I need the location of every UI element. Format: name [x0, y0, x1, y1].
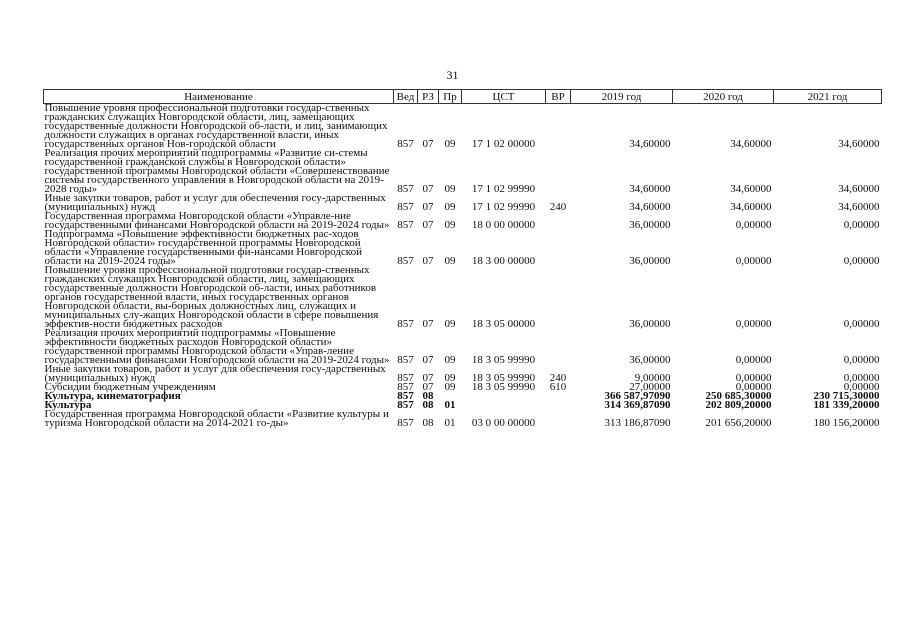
cell-2020: 0,00000 — [735, 219, 772, 231]
cell-name: Культура — [44, 399, 92, 411]
cell-pr: 09 — [444, 201, 456, 213]
cell-vr — [546, 392, 571, 401]
cell-vr — [546, 212, 571, 230]
cell-cst: 18 3 05 00000 — [471, 318, 536, 330]
cell-name: Государственная программа Новгородской области «Управле-ние государственными финансами Новгородской области на 2019-2024 годы» — [44, 210, 390, 231]
cell-2021: 34,60000 — [838, 138, 880, 150]
cell-name: Государственная программа Новгородской области «Развитие культуры и туризма Новгородской области на 2014-2021 го-ды» — [44, 408, 389, 429]
cell-2021: 0,00000 — [843, 318, 880, 330]
cell-ved: 857 — [397, 201, 414, 213]
cell-ved: 857 — [397, 354, 414, 366]
cell-2020: 202 809,20000 — [705, 399, 772, 411]
cell-2021: 34,60000 — [838, 183, 880, 195]
table-row — [44, 329, 882, 365]
cell-rz: 07 — [422, 372, 434, 384]
cell-rz: 07 — [422, 381, 434, 393]
cell-2020: 250 685,30000 — [705, 390, 772, 402]
cell-ved: 857 — [397, 399, 414, 411]
cell-cst: 18 0 00 00000 — [471, 219, 536, 231]
cell-vr — [546, 266, 571, 329]
cell-2019: 36,00000 — [629, 318, 671, 330]
cell-name: Реализация прочих мероприятий подпрограммы «Развитие си-стемы государственной гражданской службы в Новгородской области» государственной программы Новгородской области «Совершенствование системы государственного управления в Новгородской области на 2019-2028 годы» — [44, 147, 390, 195]
cell-2019: 34,60000 — [629, 138, 671, 150]
cell-2019: 9,00000 — [634, 372, 671, 384]
cell-2019: 34,60000 — [629, 183, 671, 195]
cell-rz: 08 — [422, 399, 434, 411]
cell-2020: 34,60000 — [730, 201, 772, 213]
budget-table — [43, 89, 882, 428]
cell-rz: 07 — [422, 255, 434, 267]
cell-rz: 08 — [422, 417, 434, 429]
table-row — [44, 104, 882, 150]
header-ved: Вед — [394, 90, 418, 104]
cell-name: Иные закупки товаров, работ и услуг для обеспечения госу-дарственных (муниципальных) нужд — [44, 192, 386, 213]
cell-pr: 09 — [444, 183, 456, 195]
cell-cst: 18 3 00 00000 — [471, 255, 536, 267]
cell-vr: 240 — [549, 372, 567, 384]
header-2020: 2020 год — [673, 90, 774, 104]
cell-rz: 07 — [422, 138, 434, 150]
cell-2021: 0,00000 — [843, 372, 880, 384]
cell-pr: 09 — [444, 372, 456, 384]
cell-rz: 07 — [422, 201, 434, 213]
cell-pr: 09 — [444, 255, 456, 267]
cell-2020: 34,60000 — [730, 138, 772, 150]
cell-vr — [546, 329, 571, 365]
cell-vr — [546, 410, 571, 428]
cell-2019: 314 369,87090 — [604, 399, 671, 411]
cell-2020: 0,00000 — [735, 255, 772, 267]
cell-name: Реализация прочих мероприятий подпрограммы «Повышение эффективности бюджетных расходов Новгородской области» государственной программы Новгородской области «Управ-ление государственными финансами Новгородской области на 2019-2024 годы» — [44, 327, 390, 366]
cell-vr: 610 — [549, 381, 567, 393]
cell-vr — [546, 401, 571, 410]
cell-2020: 0,00000 — [735, 354, 772, 366]
cell-cst: 18 3 05 99990 — [471, 372, 536, 384]
cell-name: Подпрограмма «Повышение эффективности бюджетных рас-ходов Новгородской области» государственной программы Новгородской области «Управление государственными фи-нансами Новгородской области на 2019-2024 годы» — [44, 228, 362, 267]
cell-2021: 230 715,30000 — [813, 390, 880, 402]
cell-2019: 36,00000 — [629, 255, 671, 267]
cell-ved: 857 — [397, 183, 414, 195]
page-number: 31 — [446, 68, 459, 82]
table-row — [44, 230, 882, 266]
cell-vr — [546, 149, 571, 194]
cell-2021: 34,60000 — [838, 201, 880, 213]
cell-ved: 857 — [397, 318, 414, 330]
header-cst: ЦСТ — [462, 90, 546, 104]
header-rz: РЗ — [418, 90, 439, 104]
cell-2020: 0,00000 — [735, 372, 772, 384]
cell-pr: 09 — [444, 381, 456, 393]
cell-2019: 36,00000 — [629, 219, 671, 231]
cell-pr: 09 — [444, 354, 456, 366]
cell-2021: 0,00000 — [843, 381, 880, 393]
table-row — [44, 410, 882, 428]
cell-2021: 180 156,20000 — [813, 417, 880, 429]
cell-cst: 03 0 00 00000 — [471, 417, 536, 429]
cell-ved: 857 — [397, 417, 414, 429]
header-name: Наименование — [44, 90, 394, 104]
table-body — [44, 104, 882, 429]
cell-2020: 0,00000 — [735, 318, 772, 330]
cell-name: Субсидии бюджетным учреждениям — [44, 381, 216, 393]
cell-2021: 0,00000 — [843, 219, 880, 231]
cell-2021: 0,00000 — [843, 354, 880, 366]
table-row — [44, 266, 882, 329]
cell-name: Повышение уровня профессиональной подготовки государ-ственных гражданских служащих Новгородской области, лиц, замещающих государственные должности Новгородской об-ласти, и лиц, занимающих должности служащих в органах государственной власти, иных государственных органов Нов-городской области — [44, 102, 388, 150]
cell-cst: 18 3 05 99990 — [471, 381, 536, 393]
header-2019: 2019 год — [571, 90, 673, 104]
table-row — [44, 149, 882, 194]
cell-2020: 34,60000 — [730, 183, 772, 195]
cell-pr: 01 — [444, 417, 456, 429]
cell-2019: 34,60000 — [629, 201, 671, 213]
cell-name: Иные закупки товаров, работ и услуг для обеспечения госу-дарственных (муниципальных) нужд — [44, 363, 386, 384]
cell-cst: 18 3 05 99990 — [471, 354, 536, 366]
cell-pr: 01 — [444, 399, 456, 411]
cell-cst — [462, 392, 546, 401]
cell-rz: 07 — [422, 318, 434, 330]
cell-cst: 17 1 02 99990 — [471, 183, 536, 195]
cell-rz: 07 — [422, 354, 434, 366]
cell-2019: 36,00000 — [629, 354, 671, 366]
cell-vr: 240 — [549, 201, 567, 213]
cell-rz: 07 — [422, 183, 434, 195]
cell-name: Культура, кинематография — [44, 390, 181, 402]
cell-ved: 857 — [397, 390, 414, 402]
cell-2020: 0,00000 — [735, 381, 772, 393]
cell-name: Повышение уровня профессиональной подготовки государ-ственных гражданских служащих Новгородской области, лиц, замещающих государственные должности Новгородской об-ласти, иных работников органов государственной власти, иных государственных органов Новгородской области, вы-борных должностных лиц, служащих и муниципальных слу-жащих Новгородской области в сфере повышения эффектив-ности бюджетных расходов — [44, 264, 379, 330]
cell-rz: 07 — [422, 219, 434, 231]
cell-ved: 857 — [397, 381, 414, 393]
cell-2019: 27,00000 — [629, 381, 671, 393]
cell-pr: 09 — [444, 138, 456, 150]
header-2021: 2021 год — [774, 90, 882, 104]
cell-cst: 17 1 02 00000 — [471, 138, 536, 150]
cell-ved: 857 — [397, 219, 414, 231]
cell-2021: 0,00000 — [843, 255, 880, 267]
cell-cst: 17 1 02 99990 — [471, 201, 536, 213]
cell-2020: 201 656,20000 — [705, 417, 772, 429]
cell-cst — [462, 401, 546, 410]
cell-ved: 857 — [397, 255, 414, 267]
cell-2019: 366 587,97090 — [604, 390, 671, 402]
cell-vr — [546, 230, 571, 266]
cell-2021: 181 339,20000 — [813, 399, 880, 411]
cell-vr — [546, 104, 571, 150]
cell-pr: 09 — [444, 219, 456, 231]
cell-ved: 857 — [397, 372, 414, 384]
cell-rz: 08 — [422, 390, 434, 402]
cell-2019: 313 186,87090 — [604, 417, 671, 429]
header-vr: ВР — [546, 90, 571, 104]
cell-ved: 857 — [397, 138, 414, 150]
cell-pr: 09 — [444, 318, 456, 330]
header-pr: Пр — [439, 90, 462, 104]
